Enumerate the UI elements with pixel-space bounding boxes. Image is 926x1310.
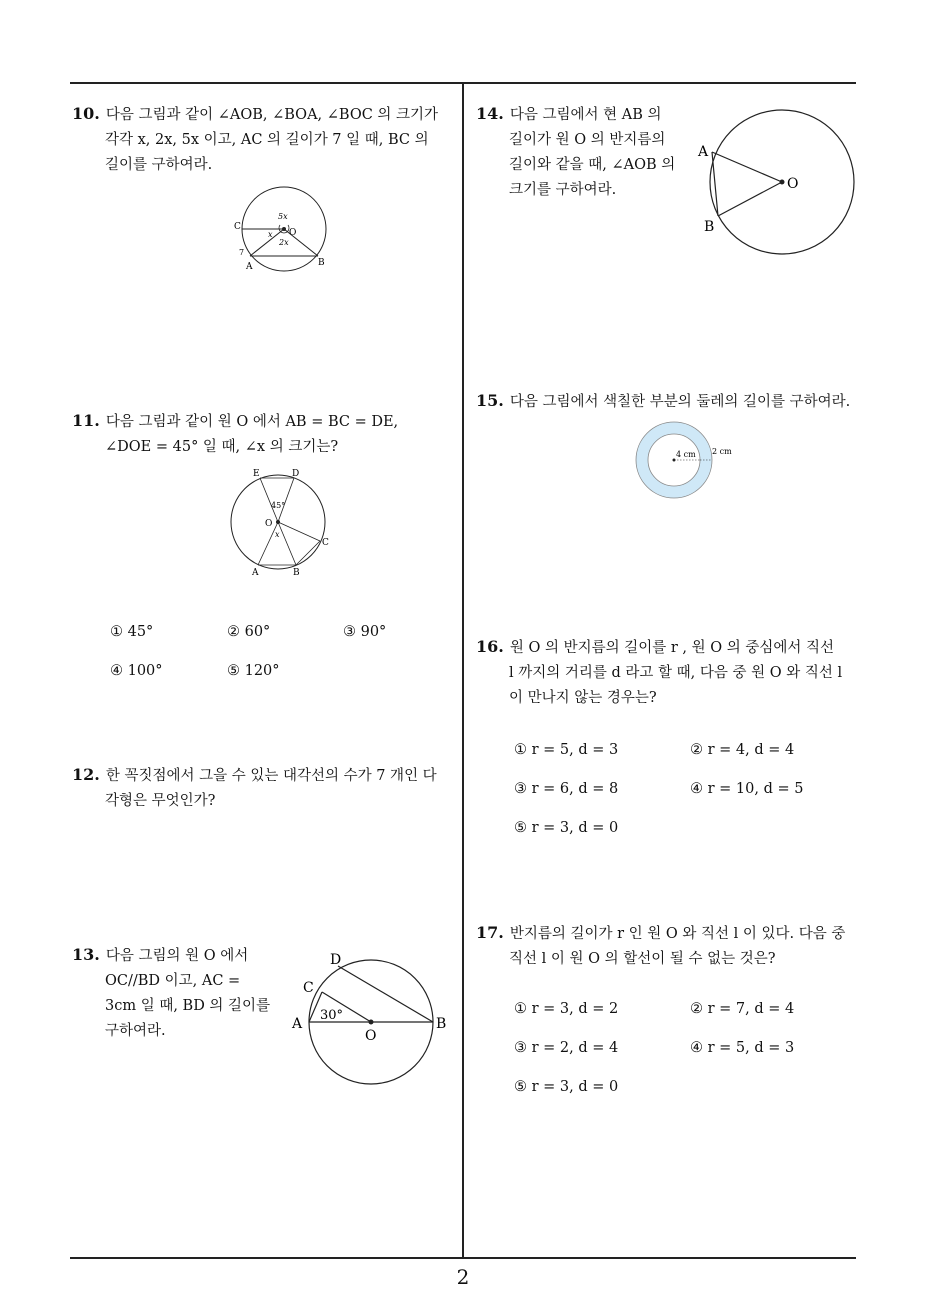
label-C: C bbox=[234, 222, 241, 232]
choice-5[interactable]: ⑤ 120° bbox=[227, 663, 280, 679]
choice-3[interactable]: ③ r = 2, d = 4 bbox=[514, 1040, 619, 1056]
label-A: A bbox=[698, 144, 709, 160]
question-15 bbox=[476, 388, 866, 415]
label-4cm: 4 cm bbox=[676, 450, 696, 459]
q11-choices bbox=[110, 624, 450, 684]
label-C: C bbox=[303, 980, 314, 996]
label-30: 30° bbox=[320, 1008, 344, 1023]
choice-1[interactable]: ① r = 5, d = 3 bbox=[514, 742, 619, 758]
question-14 bbox=[476, 101, 686, 203]
label-B: B bbox=[436, 1016, 447, 1032]
question-text: 각각 x, 2x, 5x 이고, AC 의 길이가 7 일 때, BC 의 bbox=[105, 132, 429, 148]
choice-2[interactable]: ② r = 7, d = 4 bbox=[690, 1001, 795, 1017]
question-text: 원 O 의 반지름의 길이를 r , 원 O 의 중심에서 직선 bbox=[509, 640, 834, 656]
question-11 bbox=[72, 408, 457, 460]
question-text: 3cm 일 때, BD 의 길이를 bbox=[105, 998, 271, 1014]
page-number: 2 bbox=[456, 1265, 470, 1289]
label-5x: 5x bbox=[278, 212, 288, 221]
question-text: 다음 그림과 같이 원 O 에서 AB = BC = DE, bbox=[105, 414, 399, 430]
question-text: 다음 그림에서 색칠한 부분의 둘레의 길이를 구하여라. bbox=[509, 394, 851, 410]
q16-choices bbox=[514, 742, 854, 842]
question-text: 다음 그림의 원 O 에서 bbox=[105, 948, 249, 964]
question-text: 반지름의 길이가 r 인 원 O 와 직선 l 이 있다. 다음 중 bbox=[509, 926, 846, 942]
figure-q10-circle bbox=[228, 185, 338, 275]
question-10 bbox=[72, 101, 457, 178]
question-text: 다음 그림과 같이 ∠AOB, ∠BOA, ∠BOC 의 크기가 bbox=[105, 107, 439, 123]
choice-5[interactable]: ⑤ r = 3, d = 0 bbox=[514, 820, 619, 836]
label-D: D bbox=[330, 952, 342, 968]
question-12 bbox=[72, 762, 457, 814]
label-O: O bbox=[289, 228, 297, 238]
label-B: B bbox=[704, 219, 715, 235]
choice-5[interactable]: ⑤ r = 3, d = 0 bbox=[514, 1079, 619, 1095]
question-number: 10. bbox=[72, 104, 100, 123]
question-text: 길이가 원 O 의 반지름의 bbox=[509, 132, 666, 148]
label-O: O bbox=[787, 176, 799, 192]
figure-q13-circle bbox=[288, 948, 458, 1088]
question-text: 길이와 같을 때, ∠AOB 의 bbox=[509, 157, 676, 173]
figure-q15-ring bbox=[630, 418, 740, 503]
question-text: 길이를 구하여라. bbox=[105, 157, 213, 173]
label-x: x bbox=[275, 530, 280, 539]
choice-4[interactable]: ④ 100° bbox=[110, 663, 163, 679]
choice-1[interactable]: ① r = 3, d = 2 bbox=[514, 1001, 619, 1017]
column-divider bbox=[462, 82, 464, 1258]
question-text: 크기를 구하여라. bbox=[509, 182, 617, 198]
choice-4[interactable]: ④ r = 5, d = 3 bbox=[690, 1040, 795, 1056]
question-16 bbox=[476, 634, 866, 711]
question-number: 17. bbox=[476, 923, 504, 942]
q17-choices bbox=[514, 1001, 854, 1101]
question-number: 12. bbox=[72, 765, 100, 784]
question-text: OC//BD 이고, AC = bbox=[105, 973, 241, 989]
question-text: 구하여라. bbox=[105, 1023, 166, 1039]
question-number: 11. bbox=[72, 411, 100, 430]
label-2cm: 2 cm bbox=[712, 447, 732, 456]
choice-3[interactable]: ③ 90° bbox=[343, 624, 387, 640]
question-number: 15. bbox=[476, 391, 504, 410]
label-O: O bbox=[365, 1028, 377, 1044]
label-D: D bbox=[292, 469, 300, 479]
choice-1[interactable]: ① 45° bbox=[110, 624, 154, 640]
label-45: 45° bbox=[271, 501, 286, 510]
label-A: A bbox=[246, 262, 253, 272]
choice-3[interactable]: ③ r = 6, d = 8 bbox=[514, 781, 619, 797]
label-B: B bbox=[318, 258, 325, 268]
question-number: 14. bbox=[476, 104, 504, 123]
question-text: l 까지의 거리를 d 라고 할 때, 다음 중 원 O 와 직선 l bbox=[509, 665, 843, 681]
choice-4[interactable]: ④ r = 10, d = 5 bbox=[690, 781, 804, 797]
question-17 bbox=[476, 920, 866, 972]
label-B: B bbox=[293, 568, 300, 578]
question-number: 13. bbox=[72, 945, 100, 964]
question-13 bbox=[72, 942, 282, 1044]
label-2x: 2x bbox=[279, 238, 289, 247]
label-A: A bbox=[252, 568, 259, 578]
label-x: x bbox=[268, 230, 273, 239]
choice-2[interactable]: ② r = 4, d = 4 bbox=[690, 742, 795, 758]
label-O: O bbox=[265, 519, 273, 529]
question-text: ∠DOE = 45° 일 때, ∠x 의 크기는? bbox=[105, 439, 339, 455]
label-C: C bbox=[322, 538, 329, 548]
figure-q11-circle bbox=[225, 465, 340, 580]
question-text: 다음 그림에서 현 AB 의 bbox=[509, 107, 662, 123]
question-number: 16. bbox=[476, 637, 504, 656]
label-A: A bbox=[292, 1016, 303, 1032]
label-7: 7 bbox=[239, 248, 245, 257]
choice-2[interactable]: ② 60° bbox=[227, 624, 271, 640]
figure-q14-circle bbox=[692, 104, 862, 260]
question-text: 이 만나지 않는 경우는? bbox=[509, 690, 657, 706]
question-text: 한 꼭짓점에서 그을 수 있는 대각선의 수가 7 개인 다 bbox=[105, 768, 437, 784]
question-text: 각형은 무엇인가? bbox=[105, 793, 216, 809]
label-E: E bbox=[253, 469, 260, 479]
question-text: 직선 l 이 원 O 의 할선이 될 수 없는 것은? bbox=[509, 951, 776, 967]
